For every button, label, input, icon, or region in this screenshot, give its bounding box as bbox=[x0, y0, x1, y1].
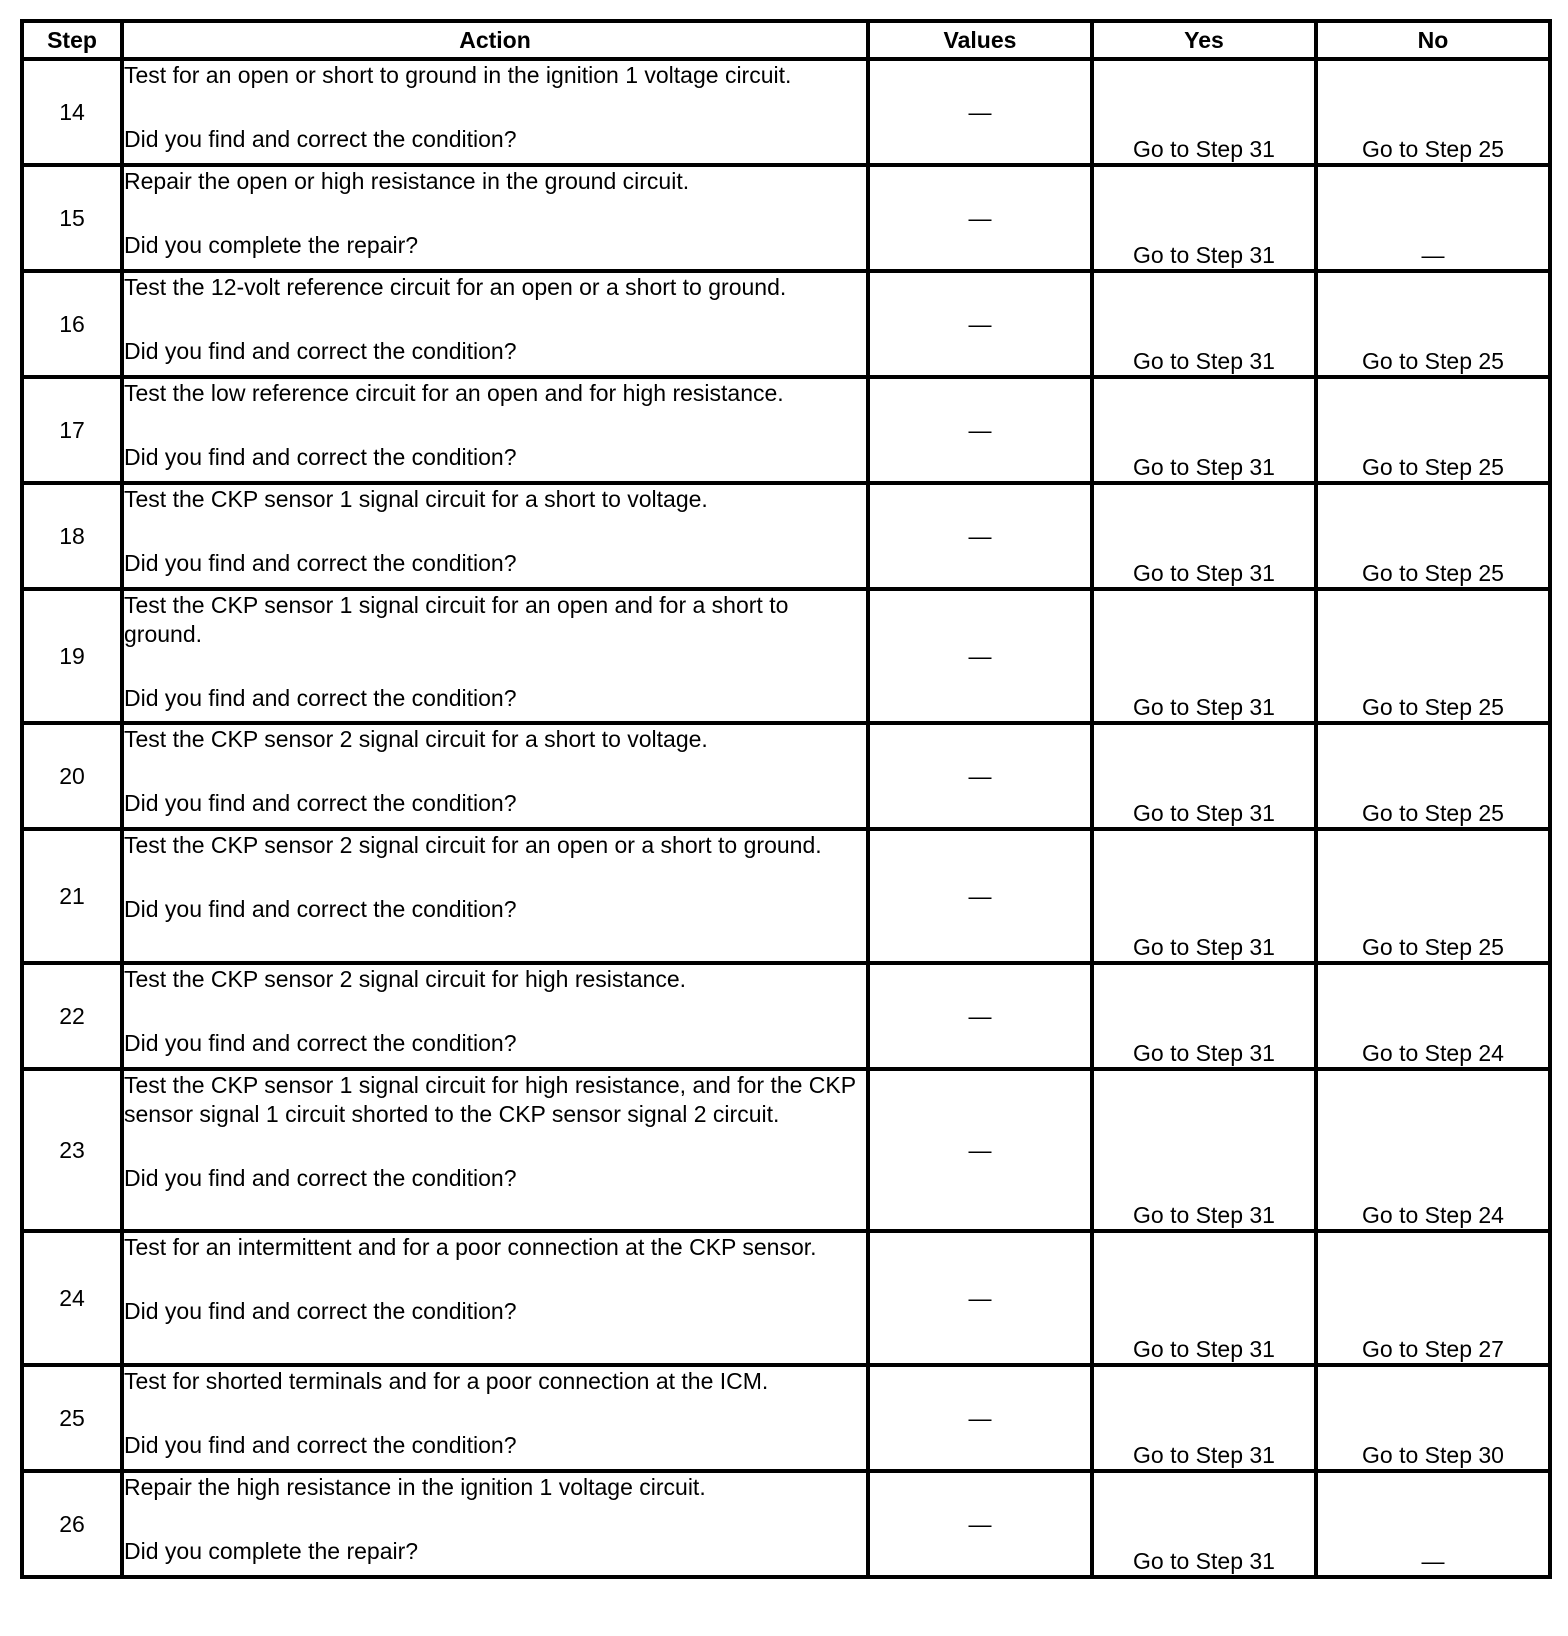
table-row bbox=[22, 483, 1550, 589]
action-question: Did you find and correct the condition? bbox=[124, 790, 517, 816]
yes-cell: Go to Step 31 bbox=[1092, 829, 1316, 963]
no-cell: Go to Step 24 bbox=[1316, 963, 1550, 1069]
no-cell: Go to Step 25 bbox=[1316, 589, 1550, 723]
yes-cell: Go to Step 31 bbox=[1092, 1471, 1316, 1577]
action-question: Did you find and correct the condition? bbox=[124, 1432, 517, 1458]
table-row bbox=[22, 589, 1550, 723]
action-question: Did you find and correct the condition? bbox=[124, 685, 517, 711]
action-question: Did you complete the repair? bbox=[124, 232, 419, 258]
action-text: Test the 12-volt reference circuit for an open or a short to ground. bbox=[124, 274, 787, 300]
step-number: 18 bbox=[22, 483, 122, 589]
step-number: 24 bbox=[22, 1231, 122, 1365]
step-number: 23 bbox=[22, 1069, 122, 1231]
values-cell: — bbox=[868, 1365, 1092, 1471]
table-row bbox=[22, 1365, 1550, 1471]
action-cell bbox=[122, 829, 868, 963]
table-row bbox=[22, 59, 1550, 165]
action-cell bbox=[122, 1471, 868, 1577]
values-cell: — bbox=[868, 589, 1092, 723]
table-row bbox=[22, 165, 1550, 271]
action-cell bbox=[122, 589, 868, 723]
values-cell: — bbox=[868, 59, 1092, 165]
action-text: Test the CKP sensor 2 signal circuit for high resistance. bbox=[124, 966, 687, 992]
action-question: Did you complete the repair? bbox=[124, 1538, 419, 1564]
step-number: 16 bbox=[22, 271, 122, 377]
yes-cell: Go to Step 31 bbox=[1092, 963, 1316, 1069]
table-row bbox=[22, 1231, 1550, 1365]
action-question: Did you find and correct the condition? bbox=[124, 338, 517, 364]
table-row bbox=[22, 1069, 1550, 1231]
no-cell: Go to Step 25 bbox=[1316, 723, 1550, 829]
yes-cell: Go to Step 31 bbox=[1092, 59, 1316, 165]
action-cell bbox=[122, 377, 868, 483]
action-cell bbox=[122, 165, 868, 271]
yes-cell: Go to Step 31 bbox=[1092, 1069, 1316, 1231]
no-cell: Go to Step 30 bbox=[1316, 1365, 1550, 1471]
action-text: Test for an open or short to ground in the ignition 1 voltage circuit. bbox=[124, 62, 792, 88]
values-cell: — bbox=[868, 271, 1092, 377]
no-cell: Go to Step 24 bbox=[1316, 1069, 1550, 1231]
header-yes: Yes bbox=[1092, 21, 1316, 59]
table-row bbox=[22, 377, 1550, 483]
no-cell: — bbox=[1316, 1471, 1550, 1577]
yes-cell: Go to Step 31 bbox=[1092, 483, 1316, 589]
action-text: Test the CKP sensor 2 signal circuit for an open or a short to ground. bbox=[124, 832, 822, 858]
values-cell: — bbox=[868, 1471, 1092, 1577]
step-number: 26 bbox=[22, 1471, 122, 1577]
no-cell: — bbox=[1316, 165, 1550, 271]
yes-cell: Go to Step 31 bbox=[1092, 1365, 1316, 1471]
action-cell bbox=[122, 723, 868, 829]
header-values: Values bbox=[868, 21, 1092, 59]
values-cell: — bbox=[868, 165, 1092, 271]
action-text: Test the low reference circuit for an open and for high resistance. bbox=[124, 380, 784, 406]
yes-cell: Go to Step 31 bbox=[1092, 377, 1316, 483]
table-row bbox=[22, 1471, 1550, 1577]
step-number: 19 bbox=[22, 589, 122, 723]
diagnostic-steps-table bbox=[20, 19, 1552, 1579]
action-cell bbox=[122, 1365, 868, 1471]
action-cell bbox=[122, 1231, 868, 1365]
yes-cell: Go to Step 31 bbox=[1092, 271, 1316, 377]
values-cell: — bbox=[868, 377, 1092, 483]
header-action: Action bbox=[122, 21, 868, 59]
no-cell: Go to Step 27 bbox=[1316, 1231, 1550, 1365]
yes-cell: Go to Step 31 bbox=[1092, 1231, 1316, 1365]
yes-cell: Go to Step 31 bbox=[1092, 589, 1316, 723]
action-text: Test the CKP sensor 1 signal circuit for a short to voltage. bbox=[124, 486, 708, 512]
action-cell bbox=[122, 483, 868, 589]
step-number: 22 bbox=[22, 963, 122, 1069]
action-question: Did you find and correct the condition? bbox=[124, 126, 517, 152]
values-cell: — bbox=[868, 1069, 1092, 1231]
step-number: 14 bbox=[22, 59, 122, 165]
yes-cell: Go to Step 31 bbox=[1092, 165, 1316, 271]
action-question: Did you find and correct the condition? bbox=[124, 550, 517, 576]
action-text: Repair the high resistance in the ignition 1 voltage circuit. bbox=[124, 1474, 706, 1500]
action-question: Did you find and correct the condition? bbox=[124, 1030, 517, 1056]
action-text: Repair the open or high resistance in the ground circuit. bbox=[124, 168, 690, 194]
table-row bbox=[22, 723, 1550, 829]
no-cell: Go to Step 25 bbox=[1316, 271, 1550, 377]
no-cell: Go to Step 25 bbox=[1316, 377, 1550, 483]
action-question: Did you find and correct the condition? bbox=[124, 1298, 517, 1324]
values-cell: — bbox=[868, 483, 1092, 589]
values-cell: — bbox=[868, 723, 1092, 829]
values-cell: — bbox=[868, 1231, 1092, 1365]
action-cell bbox=[122, 963, 868, 1069]
action-text: Test for an intermittent and for a poor connection at the CKP sensor. bbox=[124, 1234, 817, 1260]
action-text: Test for shorted terminals and for a poor connection at the ICM. bbox=[124, 1368, 769, 1394]
no-cell: Go to Step 25 bbox=[1316, 483, 1550, 589]
header-no: No bbox=[1316, 21, 1550, 59]
action-cell bbox=[122, 271, 868, 377]
values-cell: — bbox=[868, 829, 1092, 963]
action-cell bbox=[122, 1069, 868, 1231]
action-cell bbox=[122, 59, 868, 165]
header-step: Step bbox=[22, 21, 122, 59]
yes-cell: Go to Step 31 bbox=[1092, 723, 1316, 829]
step-number: 25 bbox=[22, 1365, 122, 1471]
step-number: 15 bbox=[22, 165, 122, 271]
action-question: Did you find and correct the condition? bbox=[124, 896, 517, 922]
action-text: Test the CKP sensor 1 signal circuit for high resistance, and for the CKP sensor signal 1 circuit shorted to the CKP sensor signal 2 circuit. bbox=[124, 1072, 856, 1127]
action-text: Test the CKP sensor 2 signal circuit for a short to voltage. bbox=[124, 726, 708, 752]
no-cell: Go to Step 25 bbox=[1316, 59, 1550, 165]
table-row bbox=[22, 963, 1550, 1069]
action-question: Did you find and correct the condition? bbox=[124, 444, 517, 470]
table-row bbox=[22, 271, 1550, 377]
step-number: 21 bbox=[22, 829, 122, 963]
table-row bbox=[22, 829, 1550, 963]
step-number: 20 bbox=[22, 723, 122, 829]
step-number: 17 bbox=[22, 377, 122, 483]
action-question: Did you find and correct the condition? bbox=[124, 1165, 517, 1191]
values-cell: — bbox=[868, 963, 1092, 1069]
no-cell: Go to Step 25 bbox=[1316, 829, 1550, 963]
header-row bbox=[22, 21, 1550, 59]
action-text: Test the CKP sensor 1 signal circuit for an open and for a short to ground. bbox=[124, 592, 789, 647]
